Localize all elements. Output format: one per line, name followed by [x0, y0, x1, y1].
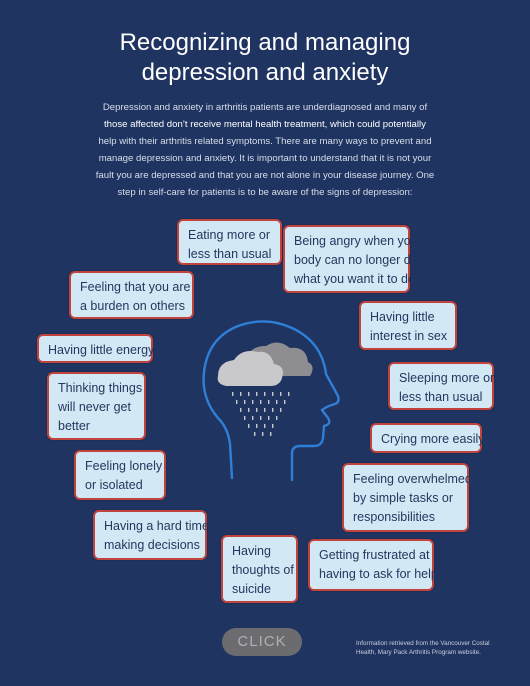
intro-paragraph — [88, 99, 442, 201]
sign-text: body can no longer do — [294, 253, 418, 267]
sign-energy — [37, 334, 153, 363]
intro-line: fault you are depressed and that you are not alone in your disease journey. One — [95, 170, 435, 181]
rain-cloud-icon — [218, 342, 313, 436]
sign-text: will never get — [58, 400, 131, 414]
sign-text: thoughts of — [232, 563, 294, 577]
sign-text: Having little energy — [48, 343, 155, 357]
sign-eating — [177, 219, 282, 265]
title-line: Recognizing and managing — [119, 29, 411, 56]
intro-line: step in self-care for patients is to be aware of the signs of depression: — [117, 187, 413, 198]
sign-text: better — [58, 419, 90, 433]
sign-sleeping — [388, 362, 494, 410]
sign-text: Feeling lonely — [85, 459, 163, 473]
sign-text: less than usual — [399, 390, 483, 404]
sign-overwhelmed — [342, 463, 472, 532]
sign-text: suicide — [232, 582, 271, 596]
sign-angry — [283, 225, 422, 293]
sign-text: less than usual — [188, 247, 272, 261]
sign-text: Eating more or — [188, 228, 270, 242]
sign-text: Crying more easily — [381, 432, 485, 446]
intro-line: help with their arthritis related symptoms. There are many ways to prevent and — [98, 136, 432, 147]
sign-text: Having a hard time — [104, 519, 209, 533]
sign-text: Having — [232, 544, 271, 558]
sign-interest — [359, 301, 457, 350]
intro-line: Depression and anxiety in arthritis patients are underdiagnosed and many of — [102, 102, 428, 113]
source-line: Health, Mary Pack Arthritis Program website. — [356, 649, 481, 656]
sign-decisions — [93, 510, 207, 560]
sign-text: what you want it to do — [294, 272, 415, 286]
sign-text: interest in sex — [370, 329, 448, 343]
sign-text: making decisions — [104, 538, 200, 552]
title-line: depression and anxiety — [141, 59, 389, 86]
sign-text: Feeling that you are — [80, 280, 191, 294]
sign-text: a burden on others — [80, 299, 185, 313]
sign-text: Feeling overwhelmed — [353, 472, 472, 486]
click-button[interactable]: CLICK — [222, 628, 302, 656]
sign-thinking — [47, 372, 146, 440]
source-line: Information retrieved from the Vancouver Costal — [356, 640, 490, 647]
sign-burden — [69, 271, 194, 319]
sign-crying — [370, 423, 485, 453]
sign-text: or isolated — [85, 478, 143, 492]
source-note — [356, 639, 506, 657]
sign-text: responsibilities — [353, 510, 435, 524]
sign-text: Having little — [370, 310, 435, 324]
sign-text: Thinking things — [58, 381, 143, 395]
page-title — [0, 28, 530, 88]
sign-text: having to ask for help — [319, 567, 438, 581]
head-illustration — [196, 318, 346, 498]
sign-frustrated — [308, 539, 438, 591]
sign-suicide — [221, 535, 298, 603]
sign-lonely — [74, 450, 166, 500]
head-profile-icon — [196, 318, 346, 498]
sign-text: Sleeping more or — [399, 371, 495, 385]
sign-text: by simple tasks or — [353, 491, 454, 505]
intro-line: those affected don’t receive mental health treatment, which could potentially — [104, 119, 426, 130]
intro-line: manage depression and anxiety. It is important to understand that it is not your — [98, 153, 432, 164]
sign-text: Being angry when your — [294, 234, 422, 248]
sign-text: Getting frustrated at — [319, 548, 430, 562]
